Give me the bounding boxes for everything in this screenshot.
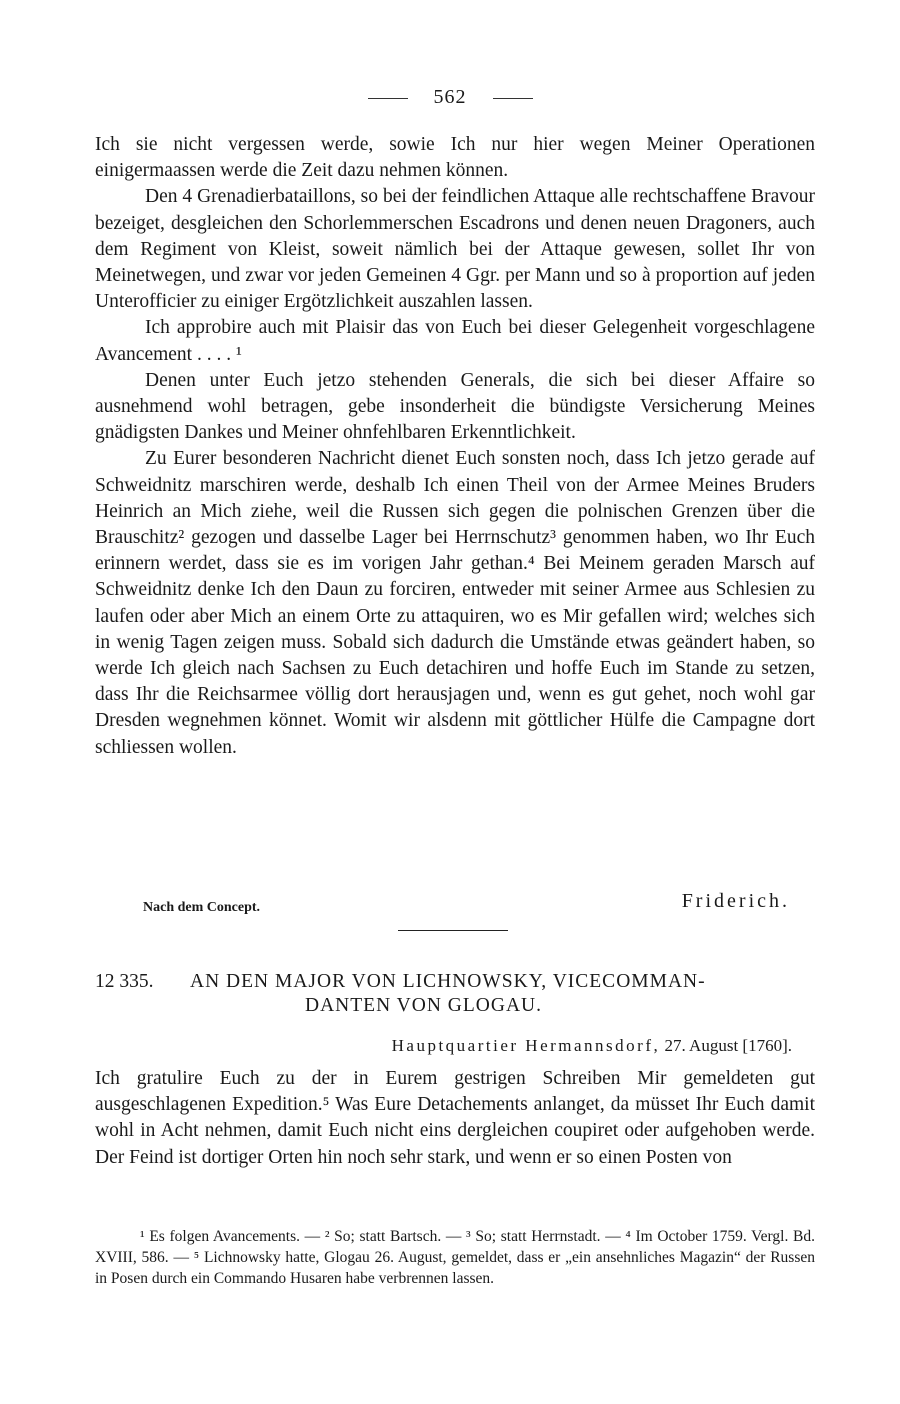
letter-body xyxy=(95,1066,815,1171)
paragraph: Ich approbire auch mit Plaisir das von Euch bei dieser Gelegenheit vorgeschlagene Avancement . . . . ¹ xyxy=(95,317,815,365)
paragraph: Zu Eurer besonderen Nachricht dienet Euch sonsten noch, dass Ich jetzo gerade auf Schweidnitz marschiren werde, deshalb Ich einen Theil von der Armee Meines Bruders Heinrich an Mich ziehe, weil die Russen sich gegen die polnischen Grenzen über die Brauschitz² gezogen und dasselbe Lager bei Herrnschutz³ genommen haben, wo Ihr Euch erinnern werdet, dass sie es im vorigen Jahr gethan.⁴ Bei Meinem geraden Marsch auf Schweidnitz denke Ich den Daun zu forciren, entweder mit seiner Armee aus Schlesien zu laufen oder aber Mich an einem Orte zu attaquiren, wo es Mir gefallen wird; welches sich in wenig Tagen zeigen muss. Sobald sich dadurch die Umstände etwas geändert haben, so werde Ich gleich nach Sachsen zu Euch detachiren und hoffe Euch im Stande zu setzen, dass Ihr die Reichsarmee völlig dort herausjagen und, wenn es gut gehet, noch wohl gar Dresden wegnehmen könnet. Womit wir alsdenn mit göttlicher Hülfe die Campagne dort schliessen wollen. xyxy=(95,448,815,758)
signature: Friderich. xyxy=(681,890,790,912)
letter-number: 12 335. xyxy=(95,971,154,992)
page-number: 562 xyxy=(433,86,467,108)
header-dash-left xyxy=(368,98,408,99)
dateline-date: 27. August [1760]. xyxy=(664,1036,792,1055)
paragraph: Denen unter Euch jetzo stehenden Generals, die sich bei dieser Affaire so ausnehmend wohl betragen, gebe insonderheit die bündigste Versicherung Meines gnädigsten Dankes und Meiner ohnfehlbaren Erkenntlichkeit. xyxy=(95,369,815,444)
section-divider xyxy=(398,930,508,931)
paragraph: Ich gratulire Euch zu der in Eurem gestrigen Schreiben Mir gemeldeten gut ausgeschlagenen Expedition.⁵ Was Eure Detachements anlanget, da müsset Ihr Euch damit wohl in Acht nehmen, damit Euch nicht eins dergleichen coupiret oder aufgehoben werde. Der Feind ist dortiger Orten hin noch sehr stark, und wenn er so einen Posten von xyxy=(95,1068,815,1168)
footnote-text: ¹ Es folgen Avancements. — ² So; statt Bartsch. — ³ So; statt Herrnstadt. — ⁴ Im October 1759. Vergl. Bd. XVIII, 586. — ⁵ Lichnowsky hatte, Glogau 26. August, gemeldet, dass er „ein ansehnliches Magazin“ der Russen in Posen durch ein Commando Husaren habe verbrennen lassen. xyxy=(95,1228,815,1287)
paragraph: Den 4 Grenadierbataillons, so bei der feindlichen Attaque alle rechtschaffene Bravour bezeiget, desgleichen den Schorlemmerschen Escadrons und denen neuen Dragoners, auch dem Regiment von Kleist, soweit nämlich bei der Attaque gewesen, sollet Ihr von Meinetwegen, und zwar vor jeden Gemeinen 4 Ggr. per Mann und so à proportion auf jeden Unterofficier zu einiger Ergötzlichkeit auszahlen lassen. xyxy=(95,186,815,313)
dateline-place: Hauptquartier Hermannsdorf, xyxy=(391,1036,661,1055)
footnotes xyxy=(95,1226,815,1289)
source-note: Nach dem Concept. xyxy=(143,900,261,915)
letter-title-line2: DANTEN VON GLOGAU. xyxy=(305,995,542,1016)
letter-title-line1: AN DEN MAJOR VON LICHNOWSKY, VICECOMMAN- xyxy=(190,971,706,992)
page-header xyxy=(0,86,900,109)
closing-row xyxy=(95,890,815,920)
letter-heading xyxy=(95,970,815,1018)
dateline xyxy=(392,1036,792,1056)
header-dash-right xyxy=(493,98,533,99)
paragraph: Ich sie nicht vergessen werde, sowie Ich nur hier wegen Meiner Operationen einigermaassen werde die Zeit dazu nehmen können. xyxy=(95,134,815,182)
letter-continuation xyxy=(95,132,815,761)
